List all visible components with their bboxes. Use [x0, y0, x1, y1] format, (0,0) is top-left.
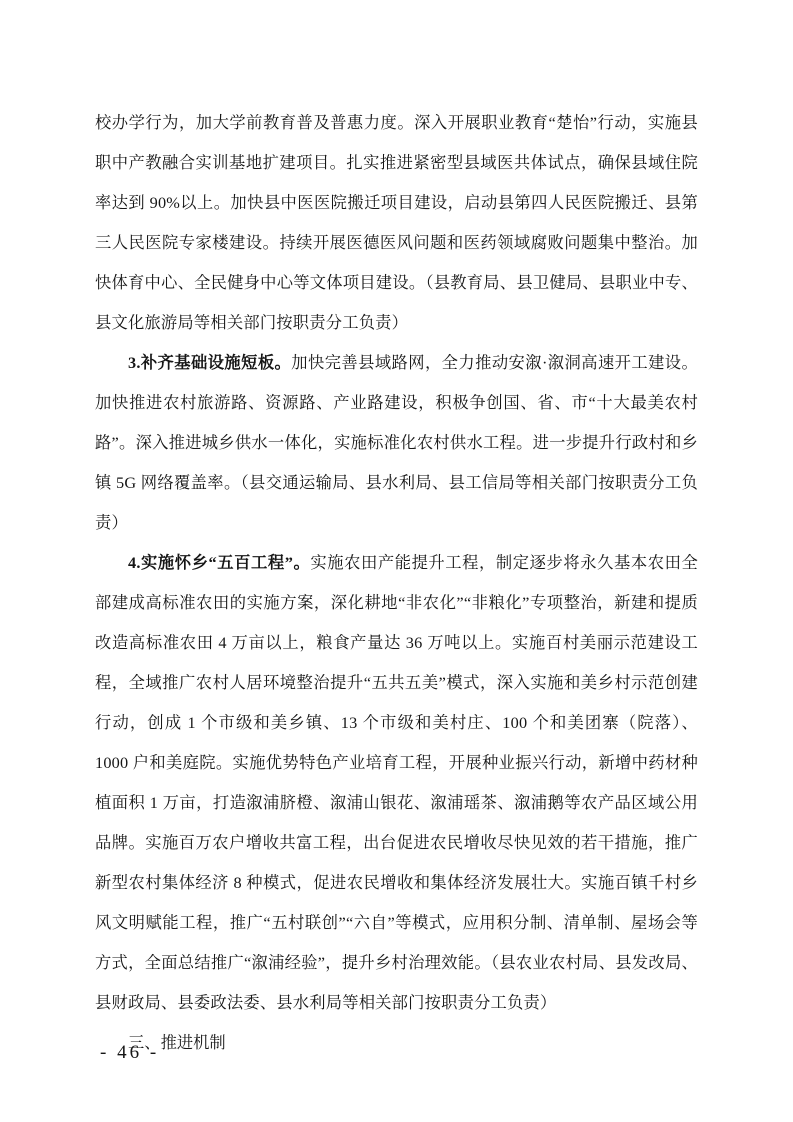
paragraph-body: 加快完善县域路网，全力推动安溆·溆洞高速开工建设。加快推进农村旅游路、资源路、产业路建设，积极争创国、省、市“十大最美农村路”。深入推进城乡供水一体化，实施标准化农村供水工程。进一步提升行政村和乡镇 5G 网络覆盖率。（县交通运输局、县水利局、县工信局等相关部门按职责分工负责）	[95, 353, 698, 532]
paragraph-body: 校办学行为，加大学前教育普及普惠力度。深入开展职业教育“楚怡”行动，实施县职中产教融合实训基地扩建项目。扎实推进紧密型县域医共体试点，确保县域住院率达到 90%以上。加快县中医医院搬迁项目建设，启动县第四人民医院搬迁、县第三人民医院专家楼建设。持续开展医德医风问题和医药领域腐败问题集中整治。加快体育中心、全民健身中心等文体项目建设。（县教育局、县卫健局、县职业中专、县文化旅游局等相关部门按职责分工负责）	[95, 113, 698, 332]
section-heading: 三、推进机制	[128, 1033, 226, 1052]
paragraph-lead-bold: 3.补齐基础设施短板。	[128, 353, 292, 372]
paragraph-continuation	[95, 103, 698, 343]
paragraph-body: 实施农田产能提升工程，制定逐步将永久基本农田全部建成高标准农田的实施方案，深化耕地“非农化”“非粮化”专项整治，新建和提质改造高标准农田 4 万亩以上，粮食产量达 36 万吨以上。实施百村美丽示范建设工程，全域推广农村人居环境整治提升“五共五美”模式，深入实施和美乡村示范创建行动，创成 1 个市级和美乡镇、13 个市级和美村庄、100 个和美团寨（院落）、1000 户和美庭院。实施优势特色产业培育工程，开展种业振兴行动，新增中药材种植面积 1 万亩，打造溆浦脐橙、溆浦山银花、溆浦瑶茶、溆浦鹅等农产品区域公用品牌。实施百万农户增收共富工程，出台促进农民增收尽快见效的若干措施，推广新型农村集体经济 8 种模式，促进农民增收和集体经济发展壮大。实施百镇千村乡风文明赋能工程，推广“五村联创”“六自”等模式，应用积分制、清单制、屋场会等方式，全面总结推广“溆浦经验”，提升乡村治理效能。（县农业农村局、县发改局、县财政局、县委政法委、县水利局等相关部门按职责分工负责）	[95, 553, 699, 1012]
paragraph-item-4	[95, 543, 698, 1023]
paragraph-lead-bold: 4.实施怀乡“五百工程”。	[128, 553, 311, 572]
page-number: - 46 -	[100, 1042, 160, 1063]
paragraph-item-3	[95, 343, 698, 543]
document-text-block	[95, 103, 698, 1063]
